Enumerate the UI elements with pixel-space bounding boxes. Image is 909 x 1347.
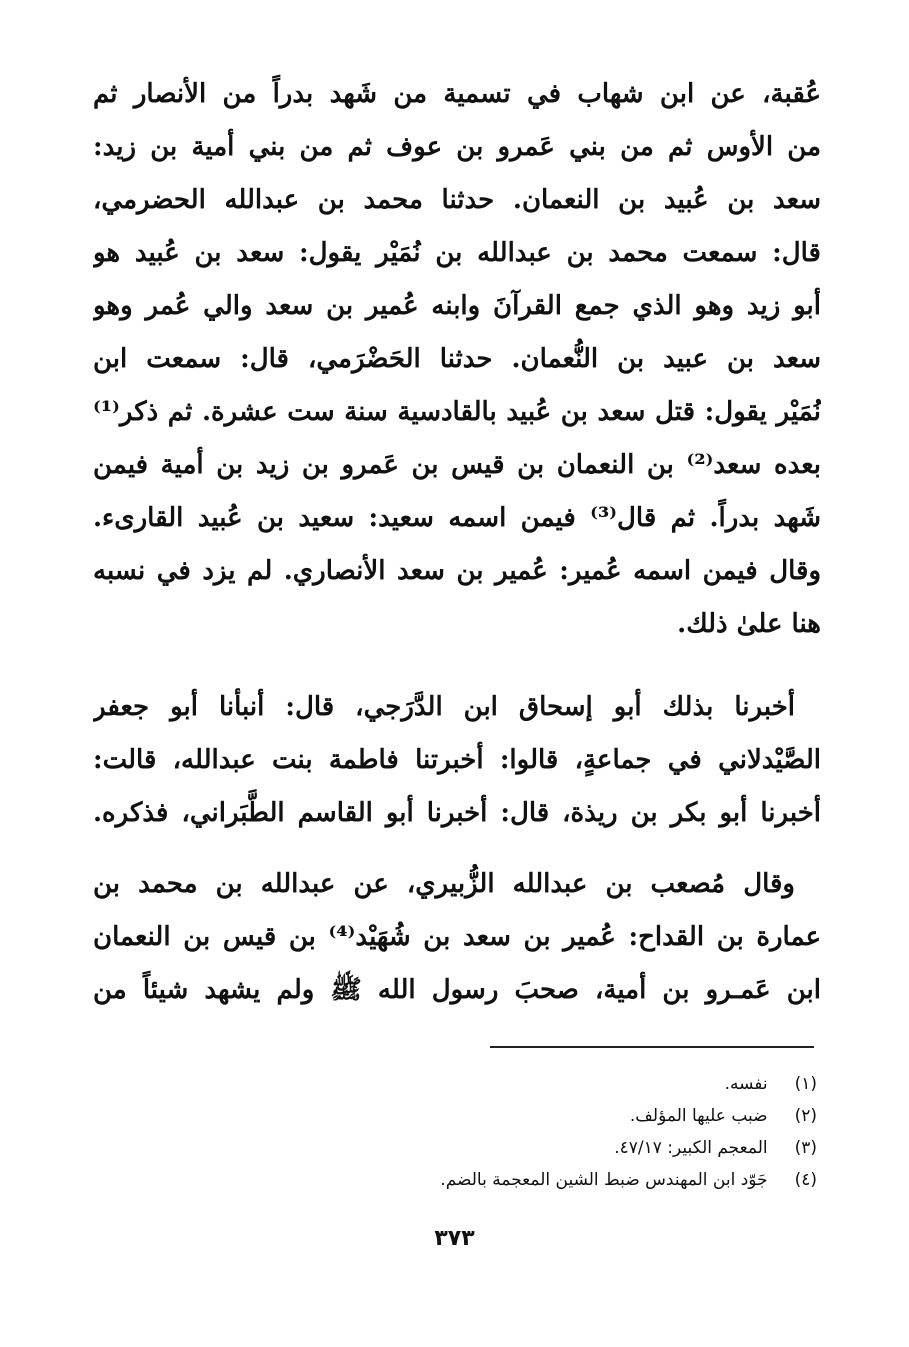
text-line: عُقبة، عن ابن شهاب في تسمية من شَهد بدراً من الأنصار ثم xyxy=(93,79,821,109)
footnote-text: نفسه. xyxy=(724,1074,768,1094)
text-line: سعد بن عُبيد بن النعمان. حدثنا محمد بن عبدالله الحضرمي، xyxy=(93,185,821,215)
paragraph-2 xyxy=(93,681,821,840)
footnote-1 xyxy=(97,1068,817,1100)
footnote-3 xyxy=(97,1132,817,1164)
text-line: عمارة بن القداح: عُمير بن سعد بن شُهَيْد⁽⁴⁾ بن قيس بن النعمان xyxy=(93,922,821,952)
footnote-text: المعجم الكبير: ٤٧/١٧. xyxy=(614,1138,768,1158)
text-line: الصَّيْدلاني في جماعةٍ، قالوا: أخبرتنا فاطمة بنت عبدالله، قالت: xyxy=(93,745,821,775)
text-line: من الأوس ثم من بني عَمرو بن عوف ثم من بني أمية بن زيد: xyxy=(93,132,821,162)
text-line: ابن عَمـرو بن أمية، صحبَ رسول الله ﷺ ولم يشهد شيئاً من xyxy=(93,975,821,1005)
text-line: وقال فيمن اسمه عُمير: عُمير بن سعد الأنصاري. لم يزد في نسبه xyxy=(93,556,821,586)
page-number: ٣٧٣ xyxy=(434,1226,475,1251)
footnotes xyxy=(97,1068,817,1196)
footnote-number: (٢) xyxy=(794,1106,817,1126)
text-line: أخبرنا أبو بكر بن ريذة، قال: أخبرنا أبو القاسم الطَّبَراني، فذكره. xyxy=(93,798,821,828)
text-line: أخبرنا بذلك أبو إسحاق ابن الدَّرَجي، قال: أنبأنا أبو جعفر xyxy=(93,692,795,722)
text-line: نُمَيْر يقول: قتل سعد بن عُبيد بالقادسية سنة ست عشرة. ثم ذكر⁽¹⁾ xyxy=(93,397,821,427)
text-line: وقال مُصعب بن عبدالله الزُّبيري، عن عبدالله بن محمد بن xyxy=(93,869,795,899)
text-line: شَهد بدراً. ثم قال⁽³⁾ فيمن اسمه سعيد: سعيد بن عُبيد القارىء. xyxy=(93,503,821,533)
text-line: هنا علىٰ ذلك. xyxy=(677,609,821,639)
text-line: أبو زيد وهو الذي جمع القرآنَ وابنه عُمير بن سعد والي عُمر وهو xyxy=(93,291,821,321)
footnote-divider xyxy=(490,1046,814,1048)
text-line: قال: سمعت محمد بن عبدالله بن نُمَيْر يقول: سعد بن عُبيد هو xyxy=(93,238,821,268)
footnote-number: (٤) xyxy=(794,1170,817,1190)
text-line: سعد بن عبيد بن النُّعمان. حدثنا الحَضْرَمي، قال: سمعت ابن xyxy=(93,344,821,374)
footnote-text: جَوّد ابن المهندس ضبط الشين المعجمة بالضم. xyxy=(440,1170,768,1190)
text-line: بعده سعد⁽²⁾ بن النعمان بن قيس بن عَمرو بن زيد بن أمية فيمن xyxy=(93,450,821,480)
footnote-2 xyxy=(97,1100,817,1132)
footnote-number: (٣) xyxy=(794,1138,817,1158)
footnote-4 xyxy=(97,1164,817,1196)
footnote-number: (١) xyxy=(794,1074,817,1094)
footnote-text: ضبب عليها المؤلف. xyxy=(629,1106,768,1126)
paragraph-3 xyxy=(93,858,821,1017)
paragraph-1 xyxy=(93,68,821,651)
